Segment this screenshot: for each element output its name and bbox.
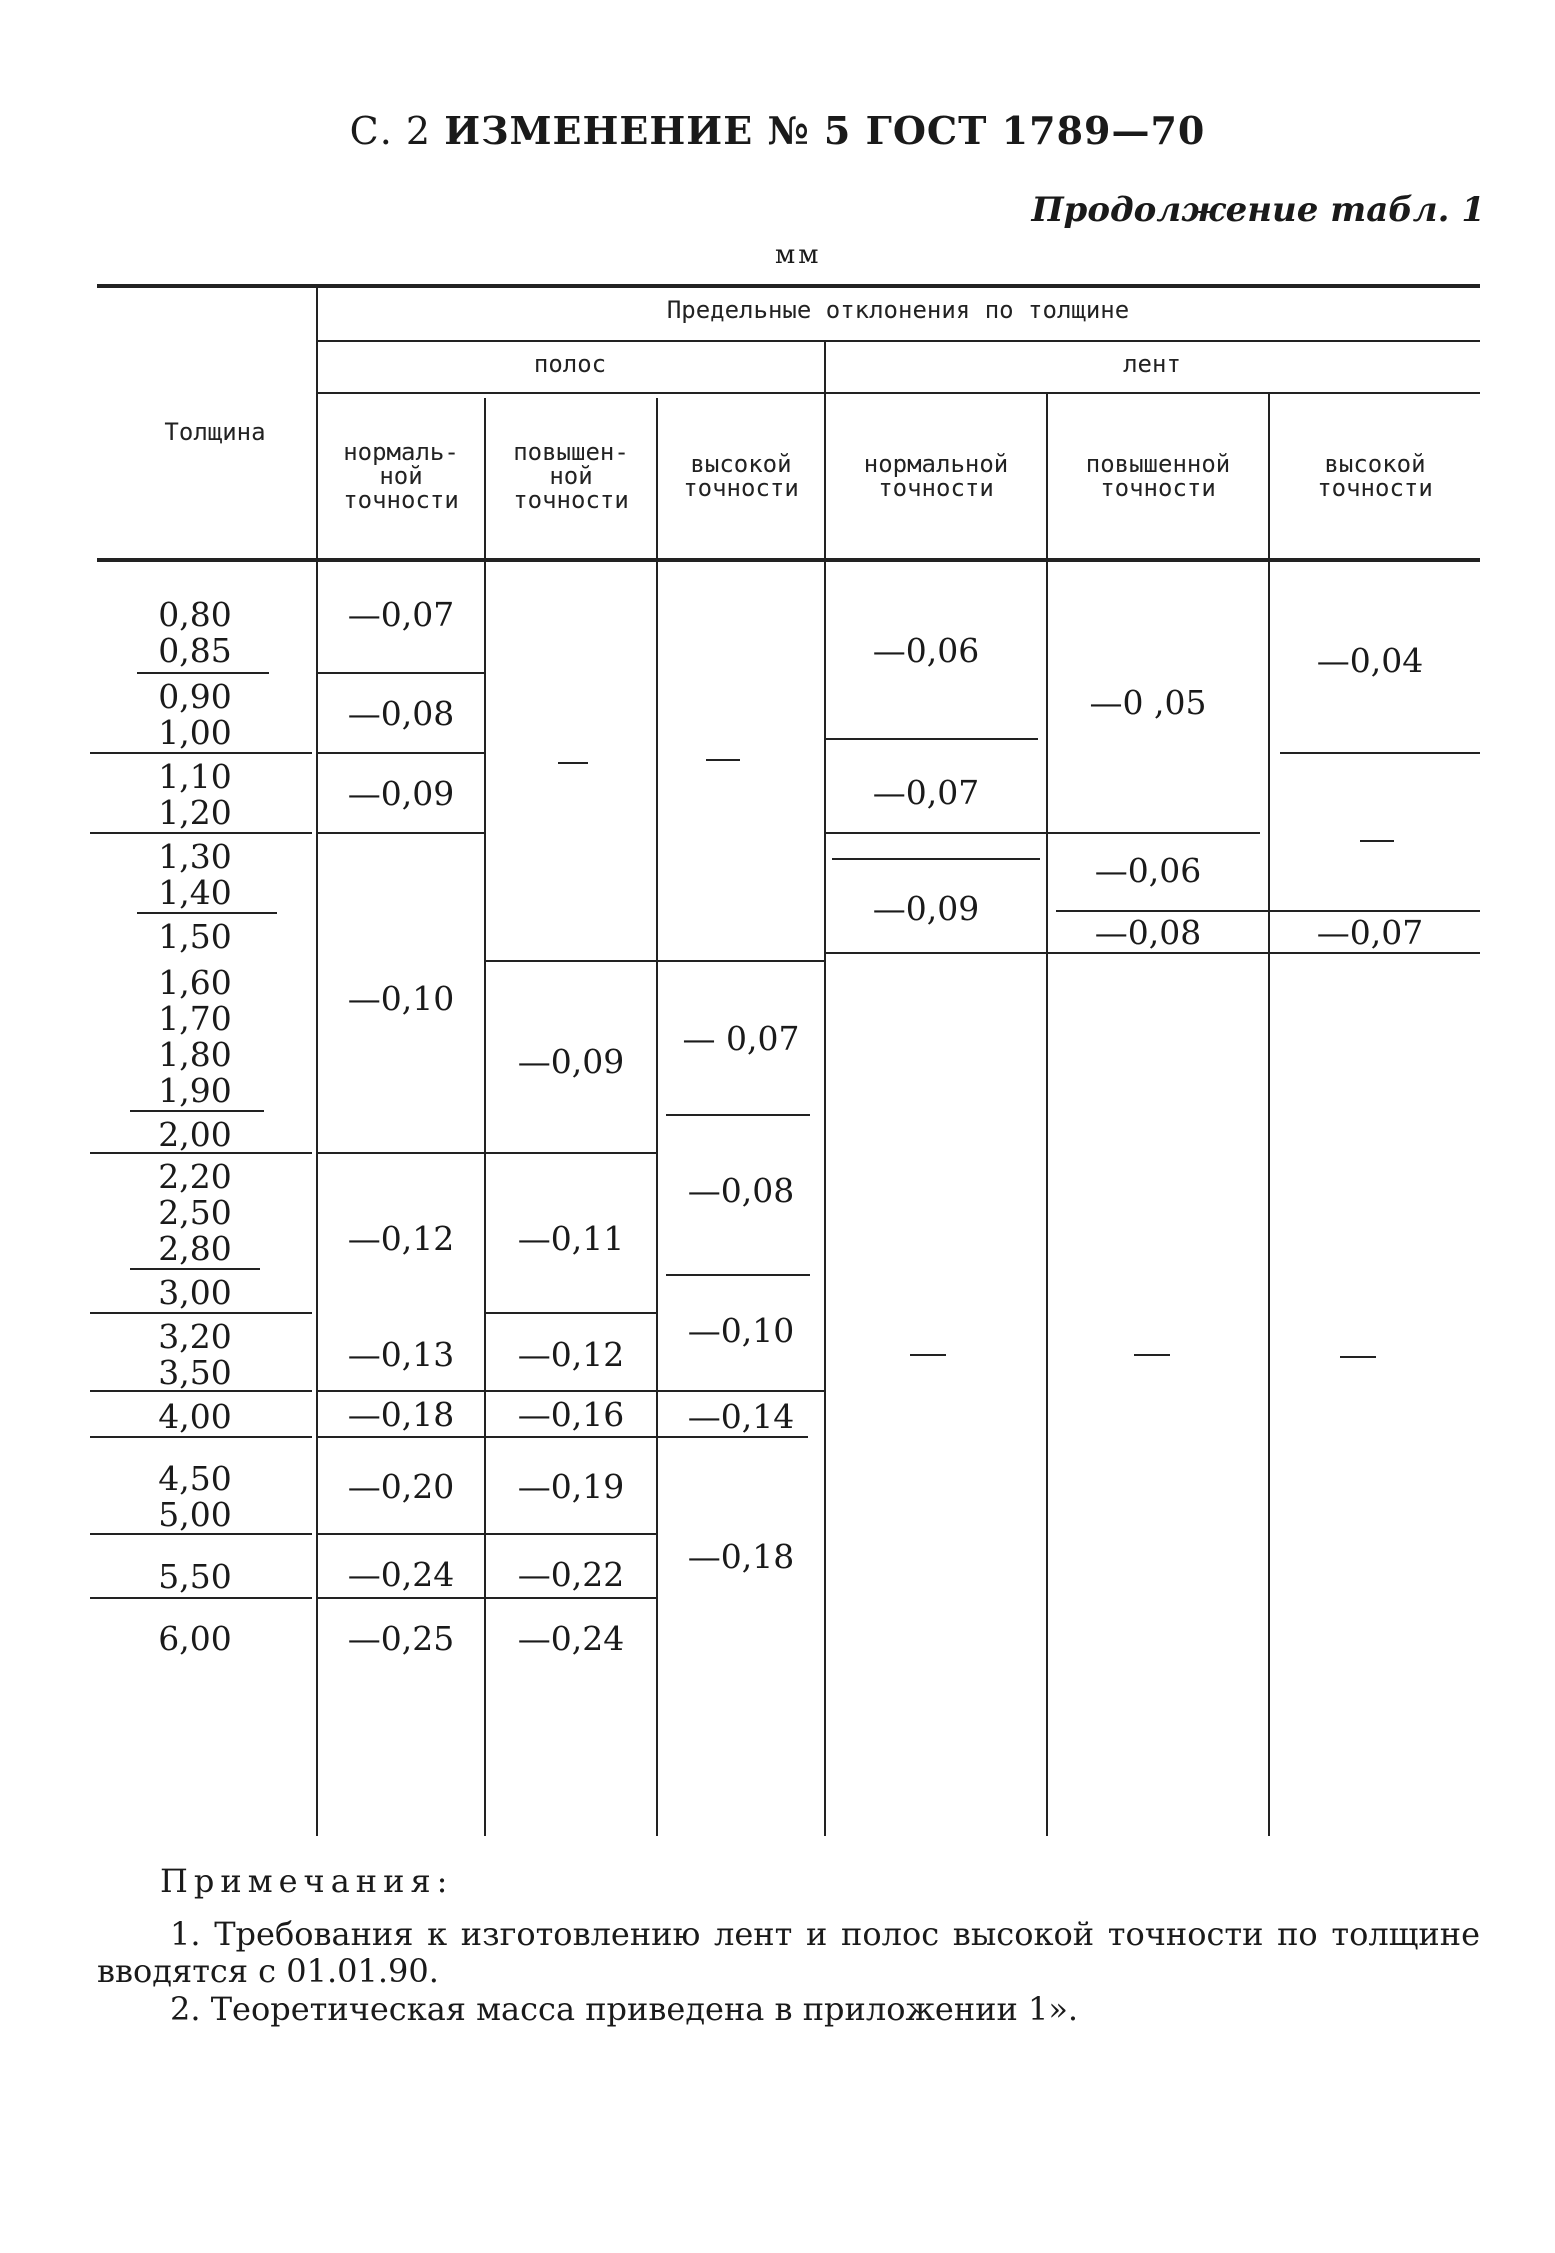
tapes-increased-value: —0 ,05: [1089, 683, 1207, 722]
tapes-group-header: лент: [1123, 350, 1181, 378]
column-divider: [656, 398, 658, 1836]
cell-rule: [1280, 752, 1480, 754]
strips-increased-value: —0,12: [517, 1335, 625, 1374]
cell-rule: [486, 1152, 656, 1154]
strips-normal-value: —0,25: [347, 1619, 455, 1658]
notes-title: Примечания:: [160, 1862, 454, 1900]
page-number: С. 2: [349, 109, 432, 153]
group-rule: [90, 1312, 312, 1314]
group-rule: [137, 672, 269, 674]
tapes-increased-value: —0,06: [1094, 851, 1202, 890]
thickness-value: 5,50: [158, 1557, 232, 1596]
strips-normal-value: —0,24: [347, 1555, 455, 1594]
column-divider: [1268, 392, 1270, 1836]
header-bottom-rule: [97, 558, 1480, 562]
no-value-dash: [1360, 840, 1394, 842]
cell-rule: [826, 832, 1260, 834]
strips-high-value: — 0,07: [682, 1019, 800, 1058]
no-value-dash: [910, 1354, 946, 1356]
cell-rule: [826, 952, 1046, 954]
thickness-value: 6,00: [158, 1619, 232, 1658]
cell-rule: [486, 1597, 656, 1599]
thickness-column-header: Толщина: [164, 418, 266, 446]
thickness-value: 1,20: [158, 793, 232, 832]
tapes-high-value: —0,04: [1316, 641, 1424, 680]
group-rule: [130, 1110, 264, 1112]
thickness-value: 0,85: [158, 631, 232, 670]
tapes-normal-value: —0,06: [872, 631, 980, 670]
group-rule: [90, 752, 312, 754]
cell-rule: [832, 858, 1040, 860]
strips-increased-value: —0,09: [517, 1042, 625, 1081]
cell-rule: [486, 960, 656, 962]
group-rule: [137, 912, 277, 914]
strips-increased-value: —0,22: [517, 1555, 625, 1594]
thickness-value: 1,60: [158, 963, 232, 1002]
strips-normal-value: —0,18: [347, 1395, 455, 1434]
strips-high-value: —0,10: [687, 1311, 795, 1350]
limit-deviations-header: Предельные отклонения по толщине: [666, 296, 1130, 324]
cell-rule: [318, 1152, 484, 1154]
cell-rule: [486, 1312, 656, 1314]
strips-group-header: полос: [533, 350, 607, 378]
table-continuation-label: Продолжение табл. 1: [1031, 190, 1485, 230]
strips-increased-value: —0,24: [517, 1619, 625, 1658]
no-value-dash: [1340, 1356, 1376, 1358]
cell-rule: [318, 1390, 484, 1392]
cell-rule: [318, 1533, 484, 1535]
strips-normal-value: —0,12: [347, 1219, 455, 1258]
thickness-value: 1,00: [158, 713, 232, 752]
thickness-value: 2,00: [158, 1115, 232, 1154]
cell-rule: [1048, 952, 1480, 954]
tapes-high-header: высокой точности: [1317, 450, 1433, 502]
thickness-value: 0,80: [158, 595, 232, 634]
strips-high-value: —0,08: [687, 1171, 795, 1210]
table-top-rule: [97, 284, 1480, 288]
tapes-increased-value: —0,08: [1094, 913, 1202, 952]
thickness-value: 1,30: [158, 837, 232, 876]
group-rule: [90, 1390, 312, 1392]
thickness-value: 0,90: [158, 677, 232, 716]
thickness-value: 2,50: [158, 1193, 232, 1232]
thickness-value: 1,90: [158, 1071, 232, 1110]
cell-rule: [318, 752, 484, 754]
strips-normal-value: —0,09: [347, 774, 455, 813]
cell-rule: [318, 672, 484, 674]
thickness-value: 1,40: [158, 873, 232, 912]
strips-normal-header: нормаль- ной точности: [343, 438, 459, 514]
thickness-value: 3,20: [158, 1317, 232, 1356]
column-divider: [1046, 392, 1048, 1836]
thickness-value: 2,80: [158, 1229, 232, 1268]
thickness-value: 4,50: [158, 1459, 232, 1498]
strips-high-value: —0,18: [687, 1537, 795, 1576]
thickness-value: 3,00: [158, 1273, 232, 1312]
cell-rule: [658, 1390, 824, 1392]
thickness-value: 1,50: [158, 917, 232, 956]
thickness-value: 5,00: [158, 1495, 232, 1534]
tapes-high-value: —0,07: [1316, 913, 1424, 952]
thickness-value: 3,50: [158, 1353, 232, 1392]
column-divider: [316, 284, 318, 1836]
note-2: 2. Теоретическая масса приведена в приложении 1».: [170, 1990, 1079, 2028]
strips-increased-value: —0,19: [517, 1467, 625, 1506]
thickness-value: 1,80: [158, 1035, 232, 1074]
page-header: [0, 108, 1555, 153]
tapes-increased-header: повышенной точности: [1085, 450, 1231, 502]
tapes-normal-header: нормальной точности: [863, 450, 1009, 502]
cell-rule: [486, 1436, 656, 1438]
strips-normal-value: —0,13: [347, 1335, 455, 1374]
strips-normal-value: —0,08: [347, 694, 455, 733]
group-rule: [90, 1533, 312, 1535]
cell-rule: [318, 1436, 484, 1438]
no-value-dash: [558, 762, 588, 764]
cell-rule: [666, 1274, 810, 1276]
cell-rule: [826, 738, 1038, 740]
cell-rule: [318, 1597, 484, 1599]
subgroup-header-rule: [316, 392, 1480, 394]
strips-normal-value: —0,10: [347, 979, 455, 1018]
document-title: ИЗМЕНЕНИЕ № 5 ГОСТ 1789—70: [444, 108, 1206, 153]
strips-normal-value: —0,20: [347, 1467, 455, 1506]
strips-high-header: высокой точности: [683, 450, 799, 502]
note-1: 1. Требования к изготовлению лент и полос высокой точности по толщине: [170, 1915, 1480, 1953]
group-rule: [90, 1436, 312, 1438]
tapes-normal-value: —0,07: [872, 773, 980, 812]
group-rule: [90, 832, 312, 834]
column-divider: [824, 340, 826, 1836]
cell-rule: [666, 1114, 810, 1116]
cell-rule: [486, 1533, 656, 1535]
strips-increased-value: —0,11: [517, 1219, 625, 1258]
thickness-value: 1,70: [158, 999, 232, 1038]
cell-rule: [1056, 910, 1480, 912]
group-rule: [90, 1597, 312, 1599]
no-value-dash: [1134, 1354, 1170, 1356]
note-1-continued: вводятся с 01.01.90.: [97, 1952, 439, 1990]
group-rule: [90, 1152, 312, 1154]
group-header-rule: [316, 340, 1480, 342]
no-value-dash: [706, 759, 740, 761]
cell-rule: [486, 1390, 656, 1392]
cell-rule: [658, 1436, 808, 1438]
thickness-value: 1,10: [158, 757, 232, 796]
thickness-value: 2,20: [158, 1157, 232, 1196]
strips-increased-header: повышен- ной точности: [513, 438, 629, 514]
cell-rule: [318, 832, 484, 834]
unit-label: мм: [775, 240, 822, 270]
strips-high-value: —0,14: [687, 1397, 795, 1436]
group-rule: [130, 1268, 260, 1270]
cell-rule: [658, 960, 824, 962]
strips-normal-value: —0,07: [347, 595, 455, 634]
strips-increased-value: —0,16: [517, 1395, 625, 1434]
thickness-value: 4,00: [158, 1397, 232, 1436]
tapes-normal-value: —0,09: [872, 889, 980, 928]
